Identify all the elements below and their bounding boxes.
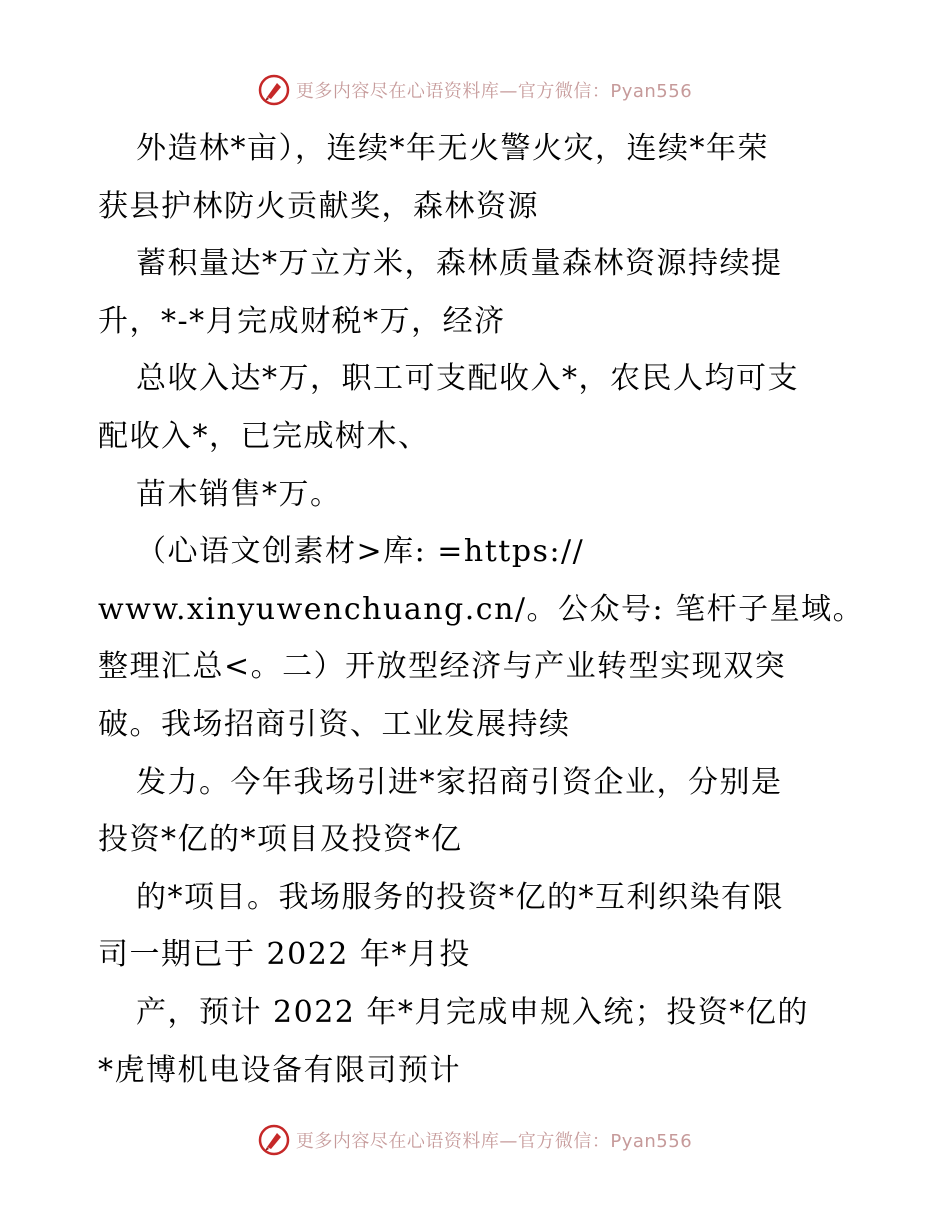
text-line: 总收入达*万，职工可支配收入*，农民人均可支 xyxy=(136,361,799,397)
text-line: 投资*亿的*项目及投资*亿 xyxy=(98,822,463,858)
text-line: 整理汇总<。二）开放型经济与产业转型实现双突 xyxy=(98,649,787,685)
header-watermark-banner xyxy=(0,70,950,110)
watermark-text: 更多内容尽在心语资料库—官方微信：Pyan556 xyxy=(295,81,693,102)
text-line: （心语文创素材>库: =https:// xyxy=(136,534,585,570)
text-line: www.xinyuwenchuang.cn/。公众号: 笔杆子星域。 xyxy=(98,591,865,627)
text-line: 配收入*，已完成树木、 xyxy=(98,418,430,454)
text-line: *虎博机电设备有限司预计 xyxy=(98,1052,461,1088)
text-line: 的*项目。我场服务的投资*亿的*互利织染有限 xyxy=(136,879,784,915)
pen-nib-logo-icon xyxy=(258,74,290,106)
text-line: 破。我场招商引资、工业发展持续 xyxy=(98,706,571,742)
text-line: 获县护林防火贡献奖，森林资源 xyxy=(98,188,539,224)
document-body xyxy=(98,120,865,1099)
text-line: 司一期已于 2022 年*月投 xyxy=(98,937,471,973)
text-line: 产，预计 2022 年*月完成申规入统；投资*亿的 xyxy=(136,994,809,1030)
watermark-text: 更多内容尽在心语资料库—官方微信：Pyan556 xyxy=(295,1131,693,1152)
text-line: 苗木销售*万。 xyxy=(136,476,342,512)
text-line: 外造林*亩），连续*年无火警火灾，连续*年荣 xyxy=(136,131,769,166)
footer-watermark-banner xyxy=(0,1120,950,1160)
pen-nib-logo-icon xyxy=(258,1124,290,1156)
text-line: 蓄积量达*万立方米，森林质量森林资源持续提 xyxy=(136,246,783,282)
text-line: 发力。今年我场引进*家招商引资企业，分别是 xyxy=(136,764,783,800)
text-line: 升，*-*月完成财税*万，经济 xyxy=(98,303,506,339)
